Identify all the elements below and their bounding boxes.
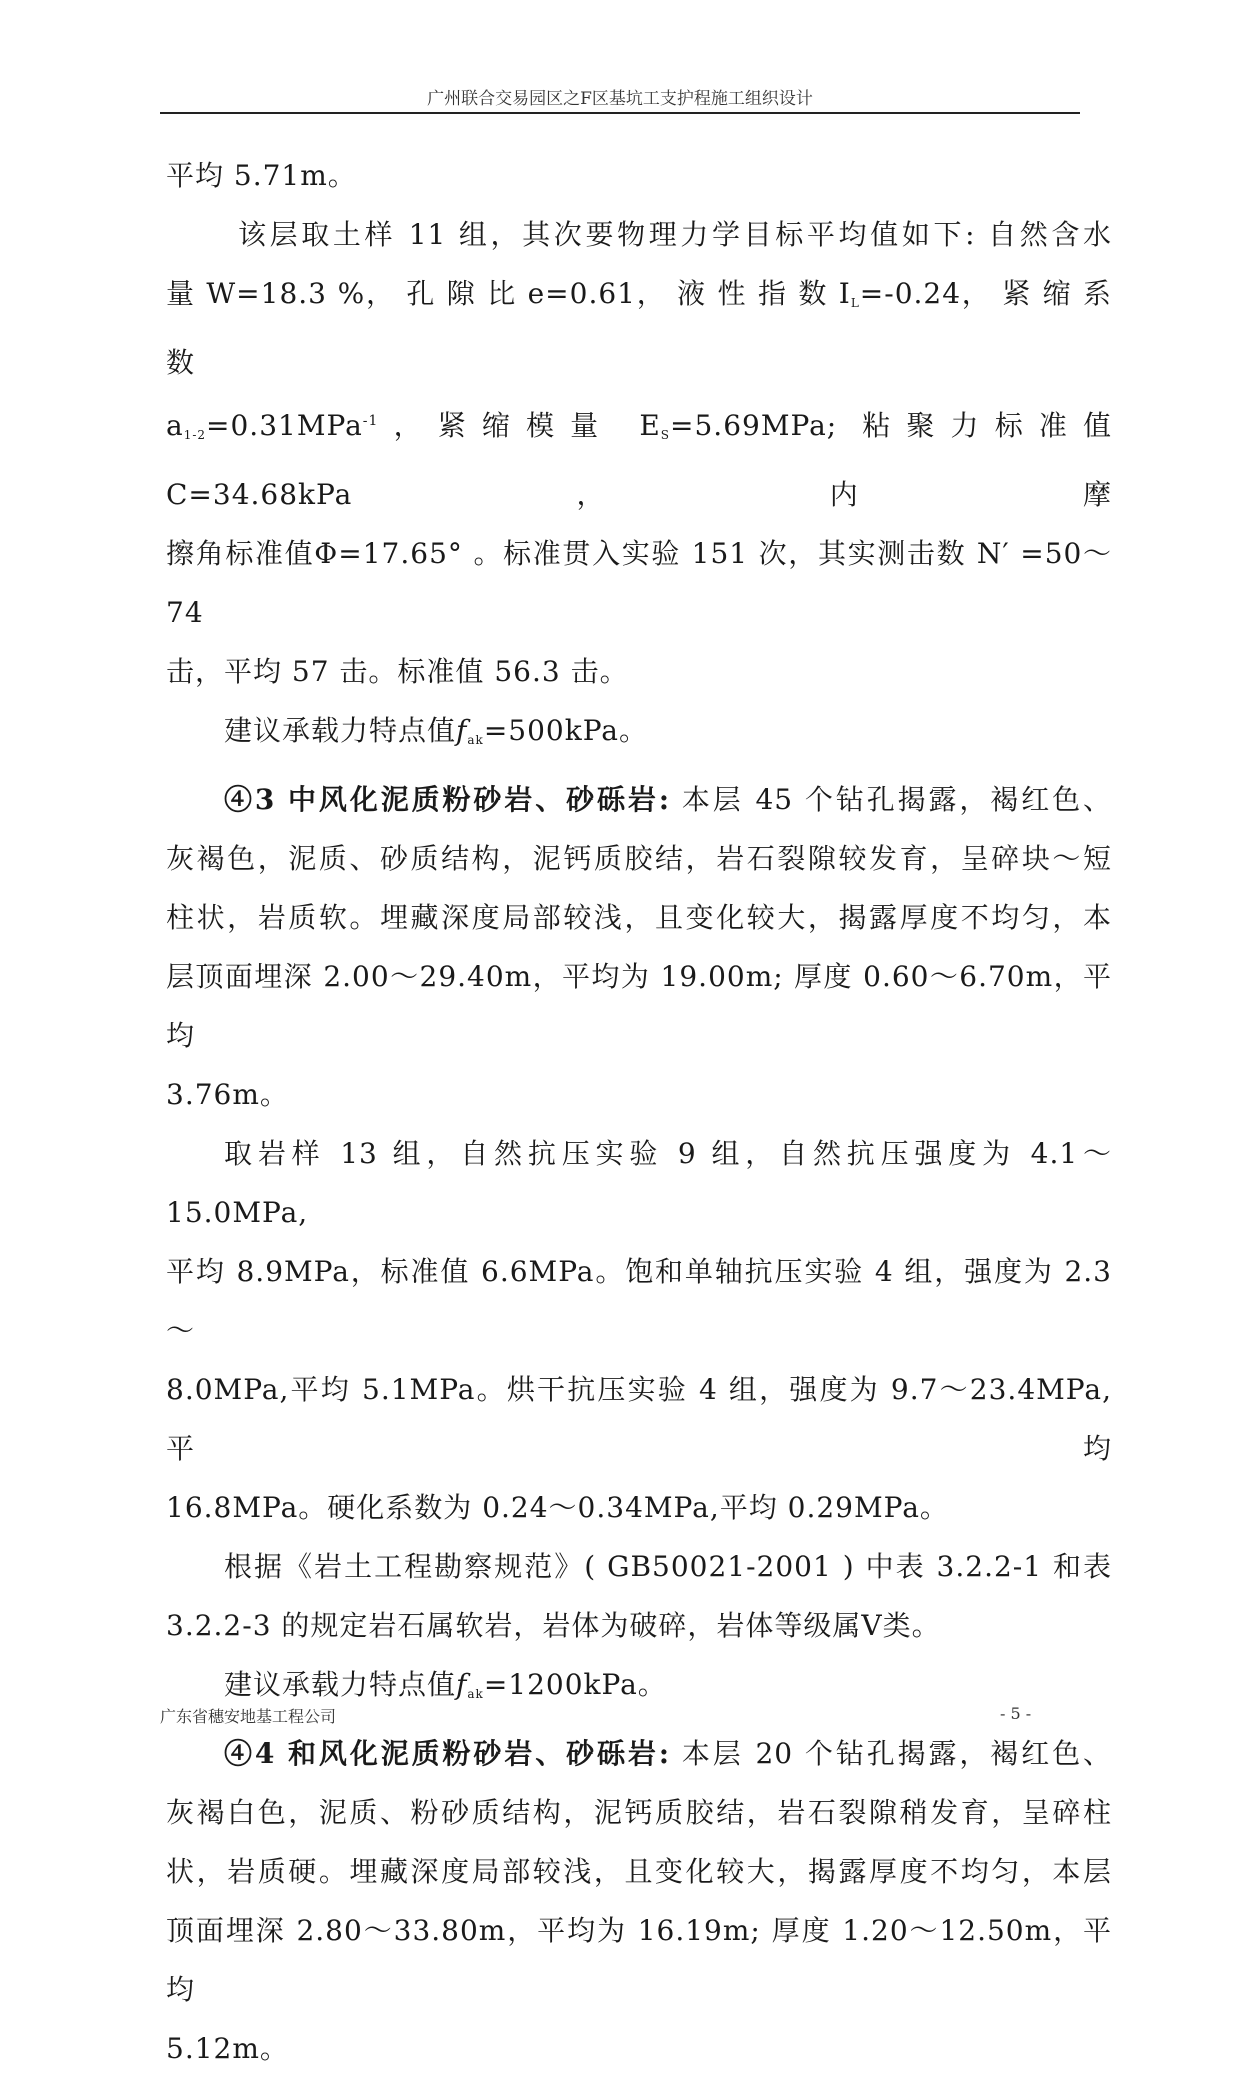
paragraph-line: 该层取土样 11 组，其次要物理力学目标平均值如下: 自然含水 (238, 218, 1112, 251)
text-run: 量 W=18.3 %， 孔 隙 比 e=0.61， 液 性 指 数 I (166, 277, 851, 310)
text-run: =-0.24， 紧 缩 系 数 (166, 277, 1113, 379)
text-run: 本层 20 个钻孔揭露，褐红色、 (670, 1737, 1112, 1770)
paragraph-line: 柱状，岩质软。埋藏深度局部较浅，且变化较大，揭露厚度不均匀，本 (166, 901, 1112, 934)
superscript: -1 (362, 413, 379, 429)
paragraph-line: 5.12m。 (166, 2032, 289, 2065)
text-run: ，紧缩模量 E (378, 409, 661, 442)
subscript: L (850, 296, 860, 310)
paragraph-line: 击，平均 57 击。标准值 56.3 击。 (166, 655, 629, 688)
text-run: =1200kPa。 (483, 1668, 667, 1701)
paragraph-line (166, 264, 1112, 392)
text-run: =5.69MPa; 粘聚力标准值 C=34.68kPa，内摩 (166, 409, 1112, 511)
symbol-f: f (456, 714, 468, 747)
section-heading-4-3: ④3 中风化泥质粉砂岩、砂砾岩: (224, 783, 671, 816)
symbol-f: f (456, 1668, 468, 1701)
paragraph-line (166, 701, 1112, 770)
paragraph-line: 层顶面埋深 2.00～29.40m，平均为 19.00m; 厚度 0.60～6.70m，平均 (166, 960, 1112, 1052)
footer-company: 广东省穗安地基工程公司 (160, 1707, 337, 1726)
paragraph-line: 3.76m。 (166, 1078, 289, 1111)
paragraph-line: 16.8MPa。硬化系数为 0.24～0.34MPa,平均 0.29MPa。 (166, 1491, 949, 1524)
paragraph-line: 擦角标准值Φ=17.65° 。标准贯入实验 151 次，其实测击数 N′ =50～74 (166, 537, 1112, 629)
text-run: 建议承载力特点值 (224, 1668, 457, 1701)
text-run: 建议承载力特点值 (224, 714, 457, 747)
paragraph-line (166, 392, 1112, 524)
paragraph-line: 状，岩质硬。埋藏深度局部较浅，且变化较大，揭露厚度不均匀，本层 (166, 1855, 1112, 1888)
page-number: - 5 - (1000, 1704, 1032, 1723)
page-header: 广州联合交易园区之F区基坑工支护程施工组织设计 (427, 89, 813, 109)
paragraph-line (166, 770, 1112, 829)
text-run: 本层 45 个钻孔揭露，褐红色、 (670, 783, 1112, 816)
paragraph-line: 顶面埋深 2.80～33.80m，平均为 16.19m; 厚度 1.20～12.50m，平均 (166, 1914, 1112, 2006)
paragraph-line: 取岩样 13 组，自然抗压实验 9 组，自然抗压强度为 4.1～15.0MPa, (166, 1137, 1112, 1229)
paragraph-line: 8.0MPa,平均 5.1MPa。烘干抗压实验 4 组，强度为 9.7～23.4MPa,平均 (166, 1373, 1112, 1465)
subscript: 1-2 (183, 428, 207, 442)
paragraph-line: 平均 5.71m。 (166, 159, 357, 192)
paragraph-line: 灰褐色，泥质、砂质结构，泥钙质胶结，岩石裂隙较发育，呈碎块～短 (166, 842, 1112, 875)
header-rule (160, 112, 1080, 114)
subscript: ak (467, 1687, 484, 1701)
paragraph-line: 3.2.2-3 的规定岩石属软岩，岩体为破碎，岩体等级属Ⅴ类。 (166, 1609, 941, 1642)
section-heading-4-4: ④4 和风化泥质粉砂岩、砂砾岩: (224, 1737, 671, 1770)
subscript: ak (467, 733, 484, 747)
paragraph-line: 灰褐白色，泥质、粉砂质结构，泥钙质胶结，岩石裂隙稍发育，呈碎柱 (166, 1796, 1112, 1829)
subscript: S (660, 428, 671, 442)
document-body (166, 146, 1112, 2078)
text-run: a (166, 409, 184, 442)
text-run: =0.31MPa (206, 409, 363, 442)
paragraph-line: 根据《岩土工程勘察规范》( GB50021-2001 ) 中表 3.2.2-1 和表 (224, 1550, 1112, 1583)
paragraph-line: 平均 8.9MPa，标准值 6.6MPa。饱和单轴抗压实验 4 组，强度为 2.3～ (166, 1255, 1112, 1347)
text-run: =500kPa。 (483, 714, 648, 747)
